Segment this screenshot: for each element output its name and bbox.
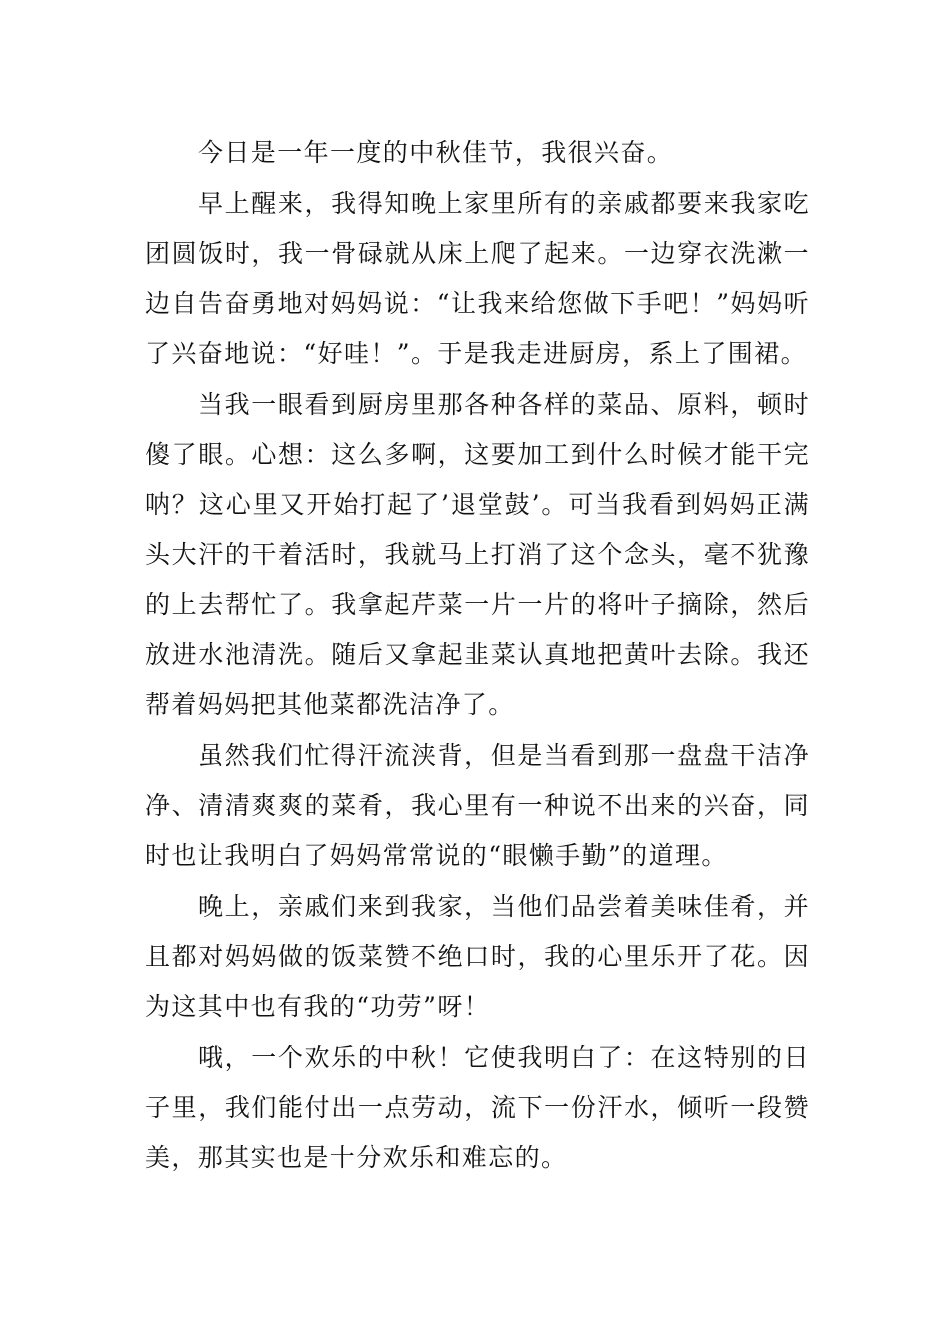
- paragraph-3: 当我一眼看到厨房里那各种各样的菜品、原料，顿时傻了眼。心想：这么多啊，这要加工到什么时候才能干完呐？这心里又开始打起了’退堂鼓’。可当我看到妈妈正满头大汗的干着活时，我就马上打消了这个念头，毫不犹豫的上去帮忙了。我拿起芹菜一片一片的将叶子摘除，然后放进水池清洗。随后又拿起韭菜认真地把黄叶去除。我还帮着妈妈把其他菜都洗洁净了。: [145, 390, 810, 719]
- paragraph-1: 今日是一年一度的中秋佳节，我很兴奋。: [198, 138, 674, 167]
- paragraph-6: 哦，一个欢乐的中秋！它使我明白了：在这特别的日子里，我们能付出一点劳动，流下一份汗水，倾听一段赞美，那其实也是十分欢乐和难忘的。: [145, 1043, 810, 1172]
- paragraph-5: 晚上，亲戚们来到我家，当他们品尝着美味佳肴，并且都对妈妈做的饭菜赞不绝口时，我的心里乐开了花。因为这其中也有我的“功劳”呀！: [145, 892, 810, 1021]
- essay-body: [145, 128, 810, 1184]
- paragraph-2: 早上醒来，我得知晚上家里所有的亲戚都要来我家吃团圆饭时，我一骨碌就从床上爬了起来。一边穿衣洗漱一边自告奋勇地对妈妈说：“让我来给您做下手吧！”妈妈听了兴奋地说：“好哇！”。于是我走进厨房，系上了围裙。: [145, 189, 810, 368]
- paragraph-4: 虽然我们忙得汗流浃背，但是当看到那一盘盘干洁净净、清清爽爽的菜肴，我心里有一种说不出来的兴奋，同时也让我明白了妈妈常常说的“眼懒手勤”的道理。: [145, 741, 810, 870]
